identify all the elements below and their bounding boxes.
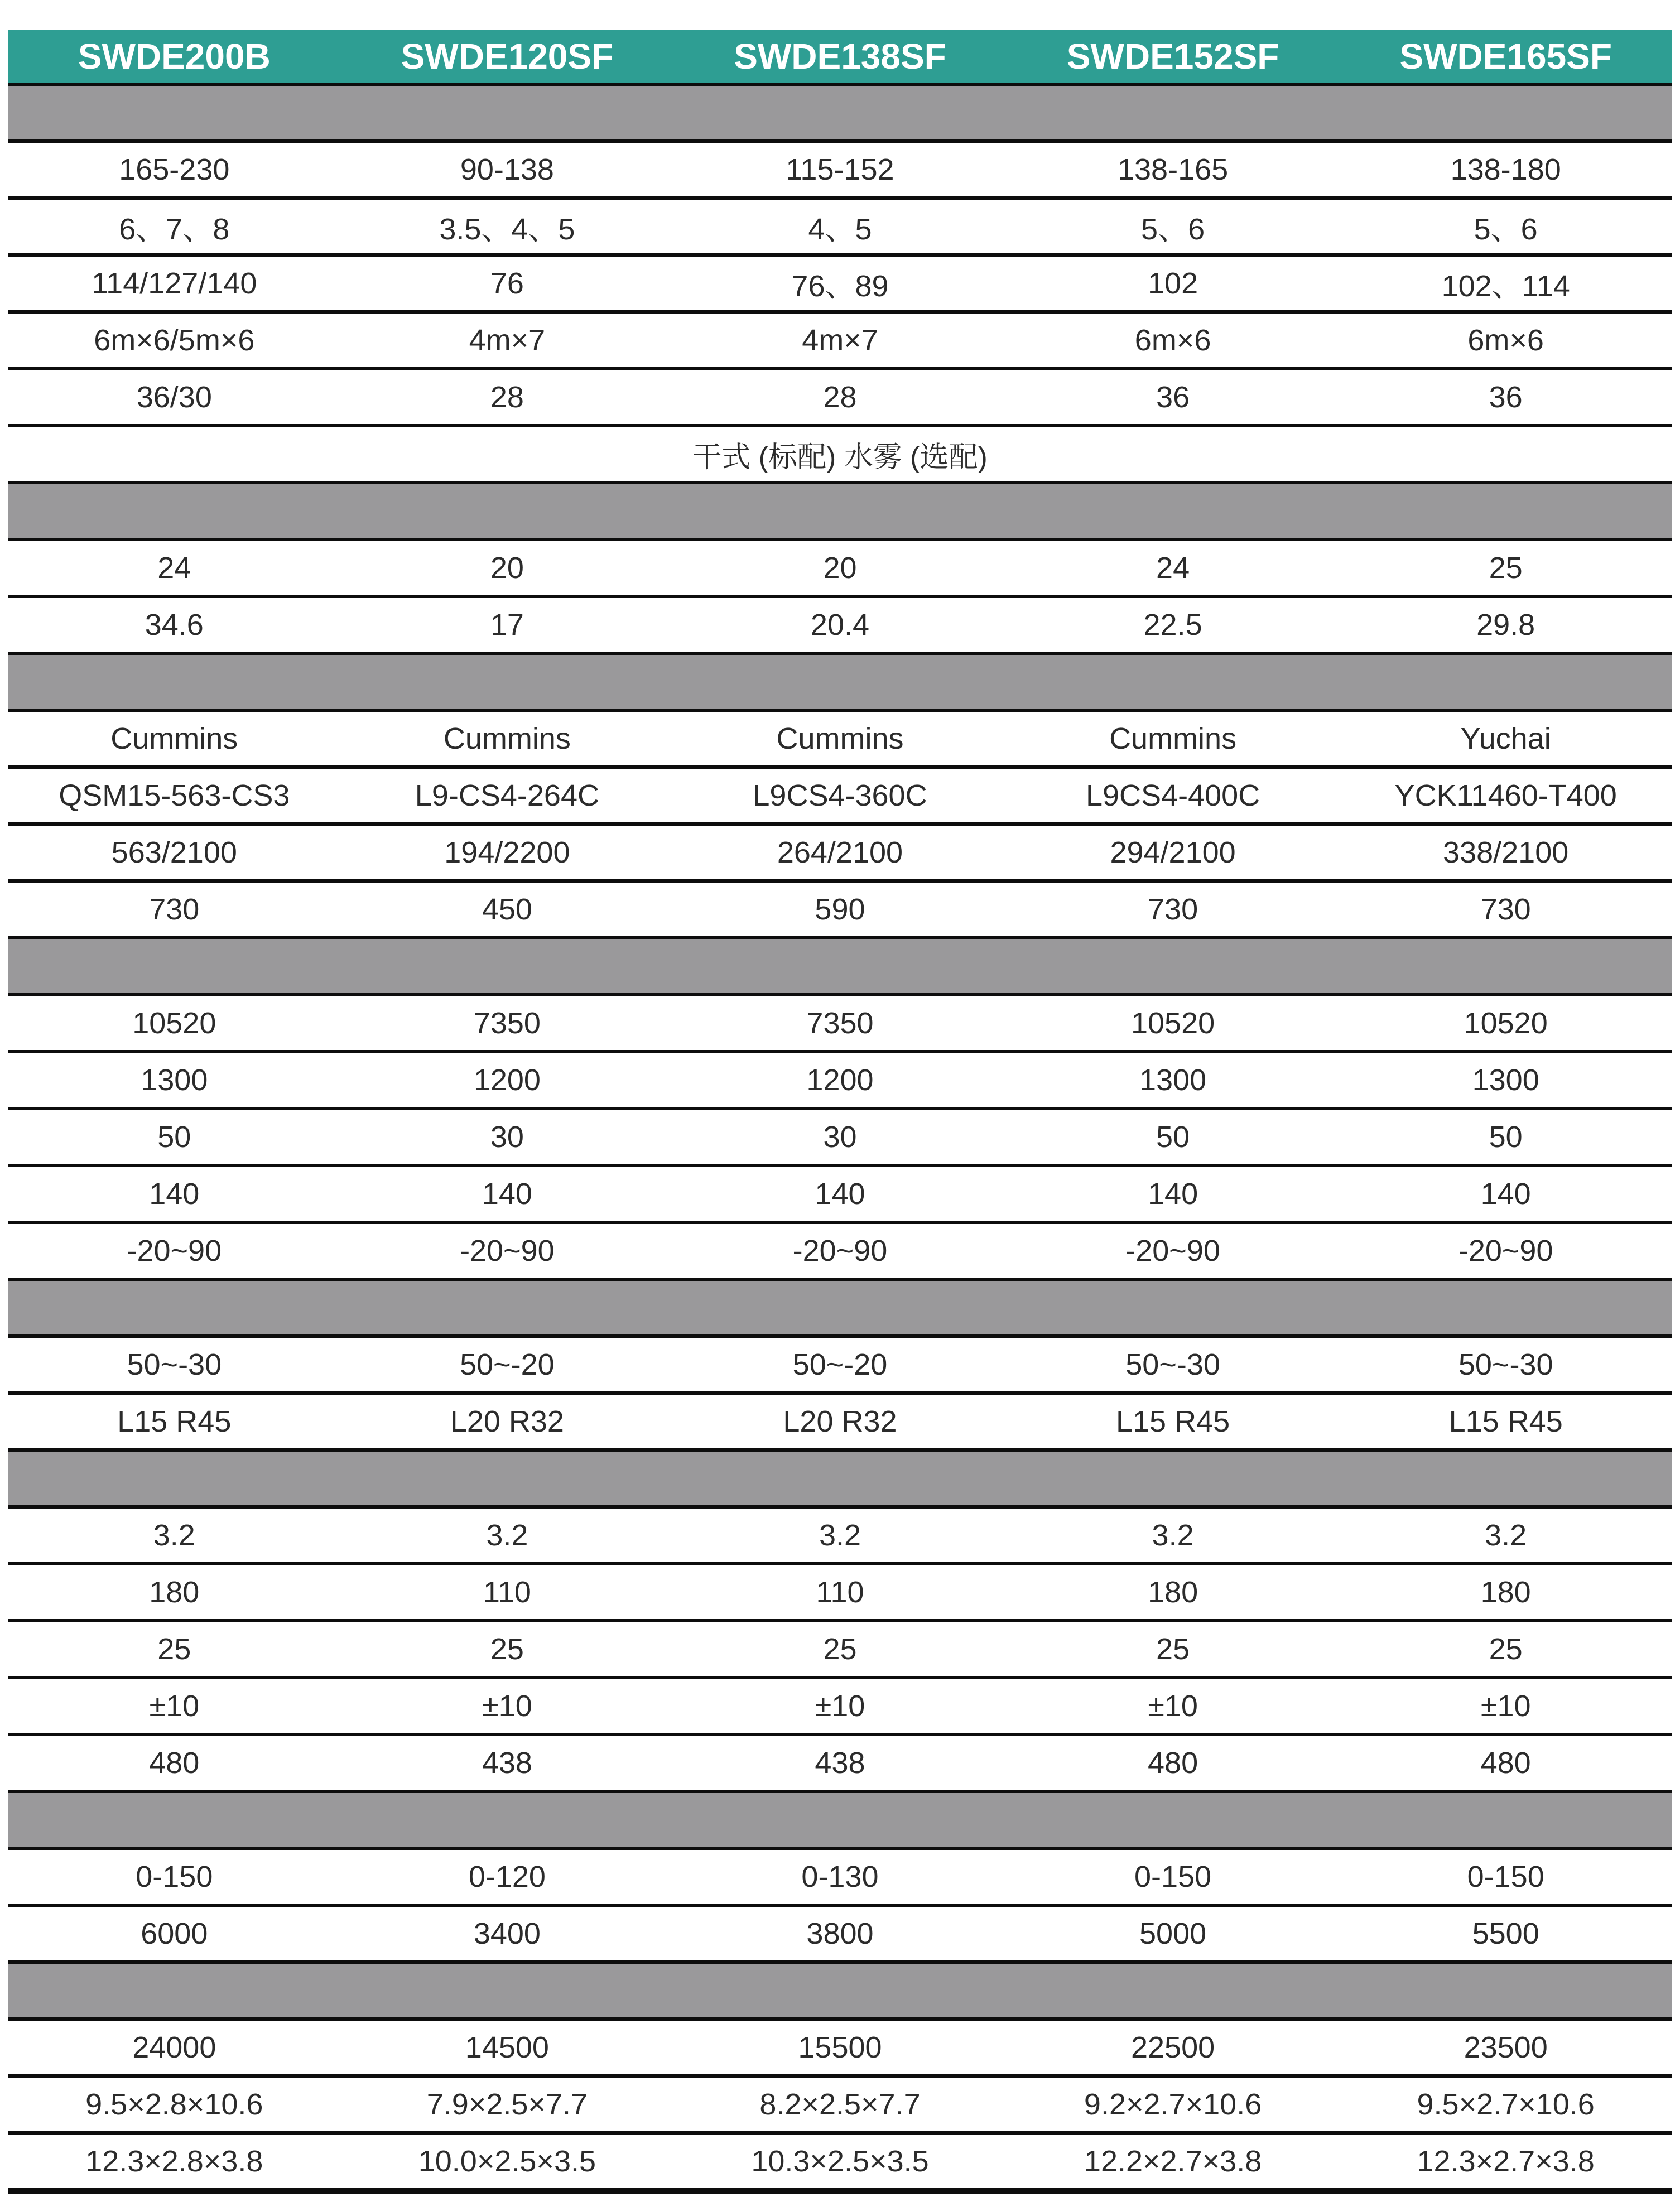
spec-cell: 4m×7	[469, 324, 546, 357]
spec-cell: 480	[1480, 1746, 1531, 1780]
spec-cell: L9-CS4-264C	[415, 779, 599, 812]
spec-cell: Yuchai	[1460, 722, 1551, 755]
spec-row	[8, 1622, 1672, 1676]
section-divider-row	[8, 1281, 1672, 1334]
spec-cell: 180	[1148, 1576, 1198, 1609]
spec-row	[8, 2078, 1672, 2131]
spec-cell: 50	[157, 1120, 191, 1154]
spec-cell: 730	[1148, 893, 1198, 926]
spec-cell: 1200	[806, 1063, 874, 1097]
spec-cell: 140	[482, 1177, 532, 1211]
spec-cell: 450	[482, 893, 532, 926]
spec-row	[8, 883, 1672, 936]
spec-cell: 10.3×2.5×3.5	[751, 2145, 929, 2178]
spec-cell: 50~-30	[127, 1348, 222, 1381]
spec-row	[8, 370, 1672, 424]
section-divider-row	[8, 484, 1672, 538]
spec-row	[8, 200, 1672, 253]
spec-cell: Cummins	[110, 722, 238, 755]
spec-cell: 138-180	[1450, 153, 1561, 186]
spec-cell: L15 R45	[1448, 1405, 1563, 1438]
spec-cell: 24000	[132, 2031, 216, 2064]
spec-row	[8, 712, 1672, 765]
spec-cell: L9CS4-360C	[753, 779, 927, 812]
spec-cell: 30	[823, 1120, 857, 1154]
spec-row	[8, 1167, 1672, 1221]
spec-cell: 4m×7	[802, 324, 878, 357]
spec-cell: 36	[1156, 380, 1190, 414]
spec-cell: 9.2×2.7×10.6	[1084, 2088, 1262, 2121]
spec-cell: 22.5	[1143, 608, 1202, 642]
spec-cell: 90-138	[460, 153, 554, 186]
spec-row	[8, 2021, 1672, 2074]
spec-cell: 6m×6	[1134, 324, 1211, 357]
spec-cell: 22500	[1130, 2031, 1215, 2064]
spec-cell: 3400	[473, 1917, 541, 1950]
spec-cell: 20	[490, 551, 524, 585]
spec-cell: 264/2100	[777, 836, 903, 869]
spec-cell: 30	[490, 1120, 524, 1154]
spec-row	[8, 1509, 1672, 1562]
spec-cell: 25	[1156, 1632, 1190, 1666]
spec-cell: 7350	[806, 1006, 874, 1040]
section-divider-row	[8, 1452, 1672, 1505]
spec-cell: 1200	[473, 1063, 541, 1097]
spec-cell: 438	[482, 1746, 532, 1780]
spec-cell: 10520	[1130, 1006, 1215, 1040]
spec-row	[8, 541, 1672, 595]
spec-row	[8, 1565, 1672, 1619]
spec-cell: 3.2	[1152, 1519, 1194, 1552]
model-header-cell: SWDE138SF	[734, 36, 946, 76]
spec-row	[8, 769, 1672, 822]
spec-cell: L20 R32	[450, 1405, 564, 1438]
model-header-cell: SWDE200B	[78, 36, 271, 76]
spec-cell: -20~90	[1125, 1234, 1220, 1268]
spec-row	[8, 314, 1672, 367]
spec-cell: 138-165	[1117, 153, 1229, 186]
spec-cell: 36/30	[136, 380, 212, 414]
spec-cell: 194/2200	[444, 836, 570, 869]
spec-cell: ±10	[815, 1689, 865, 1723]
spec-cell: 5、6	[1474, 212, 1538, 246]
spec-cell: 140	[815, 1177, 865, 1211]
spec-cell: 3.2	[1485, 1519, 1527, 1552]
spec-row	[8, 826, 1672, 879]
spec-cell: 9.5×2.8×10.6	[85, 2088, 263, 2121]
spec-cell: 12.3×2.7×3.8	[1417, 2145, 1595, 2178]
spec-cell: L20 R32	[783, 1405, 897, 1438]
spec-cell: 5500	[1472, 1917, 1539, 1950]
spec-cell: 25	[1489, 551, 1523, 585]
spec-cell: 25	[490, 1632, 524, 1666]
spec-cell: 10520	[1464, 1006, 1548, 1040]
spec-cell: 3.2	[819, 1519, 861, 1552]
spec-cell: 50~-30	[1458, 1348, 1553, 1381]
spec-cell: 294/2100	[1110, 836, 1236, 869]
spec-cell: 110	[816, 1576, 864, 1609]
spec-cell: 76	[490, 267, 524, 300]
spec-cell: -20~90	[1458, 1234, 1553, 1268]
spec-cell: 590	[815, 893, 865, 926]
spec-cell: 3.5、4、5	[439, 212, 575, 246]
spec-cell: ±10	[1148, 1689, 1198, 1723]
spec-cell: 25	[1489, 1632, 1523, 1666]
spec-cell: 10520	[132, 1006, 216, 1040]
section-divider-row	[8, 86, 1672, 139]
spec-cell: 50~-20	[460, 1348, 555, 1381]
spec-cell: -20~90	[460, 1234, 555, 1268]
spec-cell: 6、7、8	[119, 212, 230, 246]
spec-cell: 6000	[141, 1917, 208, 1950]
spec-cell: 25	[157, 1632, 191, 1666]
merged-note-row	[8, 427, 1672, 481]
spec-cell: 24	[1156, 551, 1190, 585]
spec-row	[8, 1907, 1672, 1960]
spec-cell: 140	[149, 1177, 200, 1211]
spec-cell: 9.5×2.7×10.6	[1417, 2088, 1595, 2121]
spec-cell: 114/127/140	[92, 267, 257, 300]
spec-cell: 3800	[806, 1917, 874, 1950]
spec-cell: 20.4	[810, 608, 870, 642]
spec-cell: 76、89	[791, 269, 889, 303]
spec-cell: 338/2100	[1443, 836, 1569, 869]
spec-cell: 15500	[798, 2031, 882, 2064]
spec-cell: 5、6	[1141, 212, 1205, 246]
spec-row	[8, 598, 1672, 652]
spec-cell: 50	[1489, 1120, 1523, 1154]
spec-table	[8, 30, 1672, 2194]
spec-cell: L15 R45	[117, 1405, 232, 1438]
spec-cell: 110	[483, 1576, 531, 1609]
spec-cell: 25	[823, 1632, 857, 1666]
spec-cell: 17	[490, 608, 524, 642]
spec-cell: 438	[815, 1746, 865, 1780]
spec-cell: 3.2	[486, 1519, 528, 1552]
spec-cell: 1300	[141, 1063, 208, 1097]
spec-cell: 102	[1148, 267, 1198, 300]
spec-row	[8, 1679, 1672, 1733]
spec-cell: 3.2	[153, 1519, 195, 1552]
spec-cell: 0-150	[1467, 1860, 1544, 1894]
spec-cell: ±10	[149, 1689, 200, 1723]
spec-row	[8, 1053, 1672, 1107]
spec-row	[8, 1110, 1672, 1164]
spec-cell: 28	[823, 380, 857, 414]
spec-cell: 730	[1480, 893, 1531, 926]
spec-cell: QSM15-563-CS3	[59, 779, 290, 812]
model-header-row	[8, 30, 1672, 83]
spec-cell: 730	[149, 893, 200, 926]
spec-cell: 34.6	[145, 608, 204, 642]
spec-cell: 115-152	[786, 153, 894, 186]
spec-cell: 36	[1489, 380, 1523, 414]
spec-row	[8, 257, 1672, 310]
section-divider-row	[8, 1793, 1672, 1847]
spec-cell: 20	[823, 551, 857, 585]
spec-cell: 102、114	[1441, 269, 1570, 303]
spec-cell: 0-150	[136, 1860, 213, 1894]
spec-cell: -20~90	[792, 1234, 888, 1268]
spec-cell: 6m×6	[1467, 324, 1544, 357]
spec-cell: 10.0×2.5×3.5	[418, 2145, 596, 2178]
spec-cell: -20~90	[127, 1234, 222, 1268]
spec-cell: Cummins	[1109, 722, 1237, 755]
spec-cell: 50	[1156, 1120, 1190, 1154]
model-header-cell: SWDE165SF	[1399, 36, 1612, 76]
spec-cell: 12.2×2.7×3.8	[1084, 2145, 1262, 2178]
spec-cell: 180	[149, 1576, 200, 1609]
spec-cell: 5000	[1139, 1917, 1207, 1950]
spec-cell: 23500	[1464, 2031, 1548, 2064]
spec-cell: 7350	[473, 1006, 541, 1040]
spec-cell: 563/2100	[111, 836, 237, 869]
spec-cell: 140	[1148, 1177, 1198, 1211]
spec-cell: 12.3×2.8×3.8	[85, 2145, 263, 2178]
spec-cell: 4、5	[808, 212, 872, 246]
spec-cell: 14500	[465, 2031, 549, 2064]
spec-cell: 140	[1480, 1177, 1531, 1211]
spec-cell: 28	[490, 380, 524, 414]
spec-cell: 50~-30	[1125, 1348, 1220, 1381]
spec-row	[8, 1338, 1672, 1391]
section-divider-row	[8, 1964, 1672, 2017]
spec-row	[8, 996, 1672, 1050]
spec-cell: 480	[149, 1746, 200, 1780]
spec-cell: 1300	[1139, 1063, 1207, 1097]
spec-row	[8, 2135, 1672, 2188]
spec-cell: 7.9×2.5×7.7	[426, 2088, 588, 2121]
model-header-cell: SWDE120SF	[401, 36, 614, 76]
model-header-cell: SWDE152SF	[1066, 36, 1279, 76]
spec-cell: 165-230	[119, 153, 230, 186]
spec-row	[8, 1224, 1672, 1278]
merged-note-cell: 干式 (标配) 水雾 (选配)	[692, 441, 988, 474]
spec-cell: 1300	[1472, 1063, 1539, 1097]
spec-cell: Cummins	[776, 722, 904, 755]
spec-cell: 180	[1480, 1576, 1531, 1609]
spec-cell: ±10	[1480, 1689, 1531, 1723]
spec-cell: 0-120	[468, 1860, 546, 1894]
spec-cell: ±10	[482, 1689, 532, 1723]
section-divider-row	[8, 655, 1672, 709]
spec-row	[8, 143, 1672, 196]
spec-cell: 50~-20	[792, 1348, 888, 1381]
spec-cell: 6m×6/5m×6	[94, 324, 255, 357]
spec-row	[8, 1850, 1672, 1904]
spec-row	[8, 1736, 1672, 1790]
spec-row	[8, 1395, 1672, 1448]
spec-cell: L9CS4-400C	[1085, 779, 1260, 812]
spec-cell: 24	[157, 551, 191, 585]
spec-cell: 8.2×2.5×7.7	[759, 2088, 921, 2121]
spec-cell: 480	[1148, 1746, 1198, 1780]
section-divider-row	[8, 939, 1672, 993]
spec-cell: YCK11460-T400	[1394, 779, 1617, 812]
spec-cell: 0-130	[801, 1860, 879, 1894]
spec-cell: 29.8	[1476, 608, 1535, 642]
spec-cell: L15 R45	[1115, 1405, 1230, 1438]
spec-cell: Cummins	[443, 722, 571, 755]
spec-cell: 0-150	[1134, 1860, 1212, 1894]
